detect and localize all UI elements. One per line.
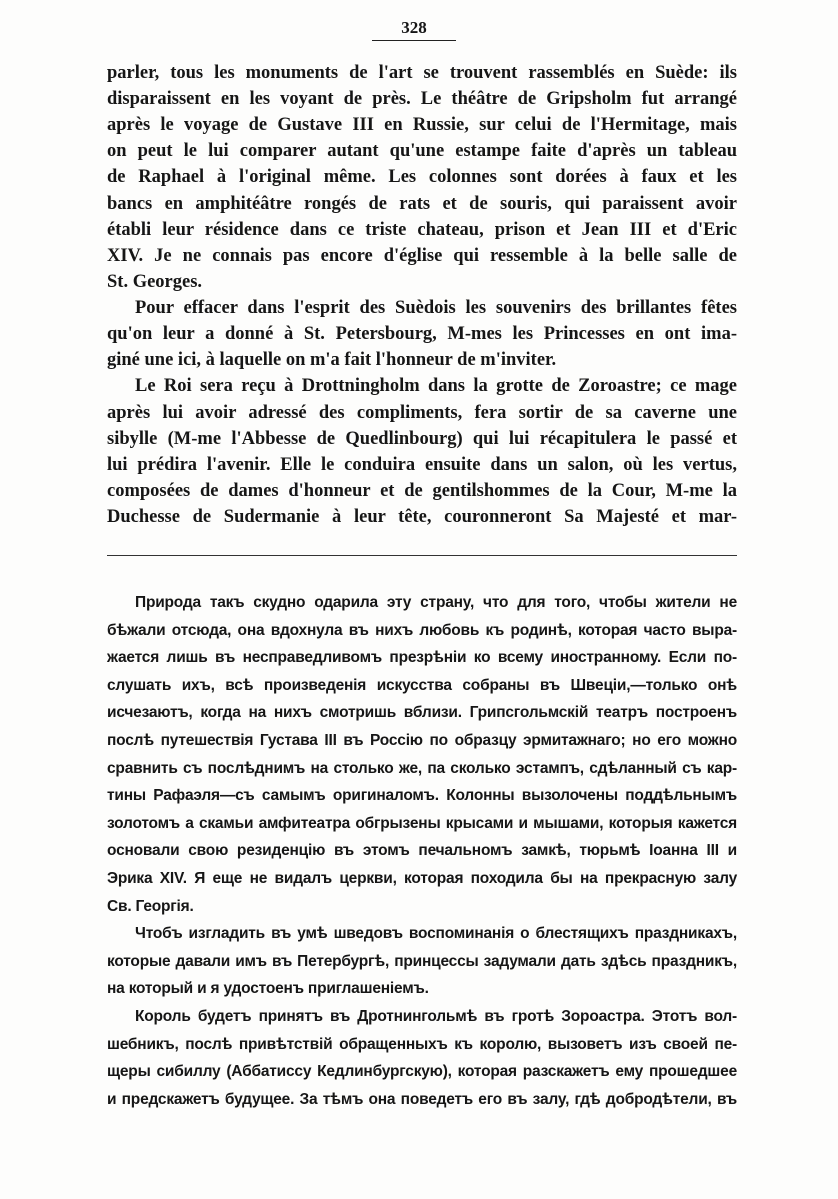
text-line: сравнить съ послѣднимъ на столько же, па сколько эстампъ, сдѣланный съ кар-	[107, 760, 737, 777]
text-line: золотомъ а скамьи амфитеатра обгрызены крысами и мышами, которыя кажется	[107, 815, 737, 832]
text-line: щеры сибиллу (Аббатиссу Кедлинбургскую), которая разскажетъ ему прошедшее	[107, 1063, 737, 1080]
text-line: послѣ путешествія Густава III въ Россію по образцу эрмитажнаго; но его можно	[107, 732, 737, 749]
text-line: тины Рафаэля—съ самымъ оригиналомъ. Колонны вызолочены поддѣльнымъ	[107, 787, 737, 804]
text-line: основали свою резиденцію въ этомъ печальномъ замкѣ, тюрьмѣ Іоанна III и	[107, 842, 737, 859]
text-line: исчезаютъ, когда на нихъ смотришь вблизи. Грипсгольмскій театръ построенъ	[107, 704, 737, 721]
text-line: Св. Георгія.	[107, 898, 194, 915]
text-line: qu'on leur a donné à St. Petersbourg, M-mes les Princesses en ont ima-	[107, 324, 737, 344]
text-line: бѣжали отсюда, она вдохнула въ нихъ любовь къ родинѣ, которая часто выра-	[107, 622, 737, 639]
text-line: de Raphael à l'original même. Les colonnes sont dorées à faux et les	[107, 167, 737, 187]
text-line: Чтобъ изгладить въ умѣ шведовъ воспоминанія о блестящихъ праздникахъ,	[135, 925, 737, 942]
text-line: Король будетъ принятъ въ Дротнингольмѣ въ гротѣ Зороастра. Этотъ вол-	[135, 1008, 737, 1025]
text-line: Эрика XIV. Я еще не видалъ церкви, которая походила бы на прекрасную залу	[107, 870, 737, 887]
text-line: Le Roi sera reçu à Drottningholm dans la grotte de Zoroastre; ce mage	[135, 376, 737, 396]
text-line: и предскажетъ будущее. За тѣмъ она поведетъ его въ залу, гдѣ добродѣтели, въ	[107, 1091, 737, 1108]
text-line: parler, tous les monuments de l'art se trouvent rassemblés en Suède: ils	[107, 63, 737, 83]
text-line: слушать ихъ, всѣ произведенія искусства собраны въ Швеціи,—только онѣ	[107, 677, 737, 694]
text-line: на который и я удостоенъ приглашеніемъ.	[107, 980, 429, 997]
text-line: après le voyage de Gustave III en Russie, sur celui de l'Hermitage, mais	[107, 115, 737, 135]
text-line: Pour effacer dans l'esprit des Suèdois les souvenirs des brillantes fêtes	[135, 298, 737, 318]
text-line: établi leur résidence dans ce triste chateau, prison et Jean III et d'Eric	[107, 220, 737, 240]
text-line: après lui avoir adressé des compliments, fera sortir de sa caverne une	[107, 403, 737, 423]
text-line: sibylle (M-me l'Abbesse de Quedlinbourg) qui lui récapitulera le passé et	[107, 429, 737, 449]
text-line: disparaissent en les voyant de près. Le théâtre de Gripsholm fut arrangé	[107, 89, 737, 109]
text-line: жается лишь въ несправедливомъ презрѣніи ко всему иностранному. Если по-	[107, 649, 737, 666]
text-line: Duchesse de Sudermanie à leur tête, couronneront Sa Majesté et mar-	[107, 507, 737, 527]
text-line: которые давали имъ въ Петербургѣ, принцессы задумали дать здѣсь праздникъ,	[107, 953, 737, 970]
text-line: XIV. Je ne connais pas encore d'église qui ressemble à la belle salle de	[107, 246, 737, 266]
text-line: on peut le lui comparer autant qu'une estampe faite d'après un tableau	[107, 141, 737, 161]
text-line: giné une ici, à laquelle on m'a fait l'honneur de m'inviter.	[107, 350, 557, 370]
text-line: St. Georges.	[107, 272, 203, 292]
text-line: bancs en amphitéâtre rongés de rats et de souris, qui paraissent avoir	[107, 194, 737, 214]
text-line: composées de dames d'honneur et de gentilshommes de la Cour, M-me la	[107, 481, 737, 501]
footnote-separator	[107, 555, 737, 556]
page-number: 328	[372, 18, 456, 41]
text-line: lui prédira l'avenir. Elle le conduira ensuite dans un salon, où les vertus,	[107, 455, 737, 475]
text-line: Природа такъ скудно одарила эту страну, что для того, чтобы жители не	[135, 594, 737, 611]
text-line: шебникъ, послѣ привѣтствій обращенныхъ къ королю, вызоветъ изъ своей пе-	[107, 1036, 737, 1053]
